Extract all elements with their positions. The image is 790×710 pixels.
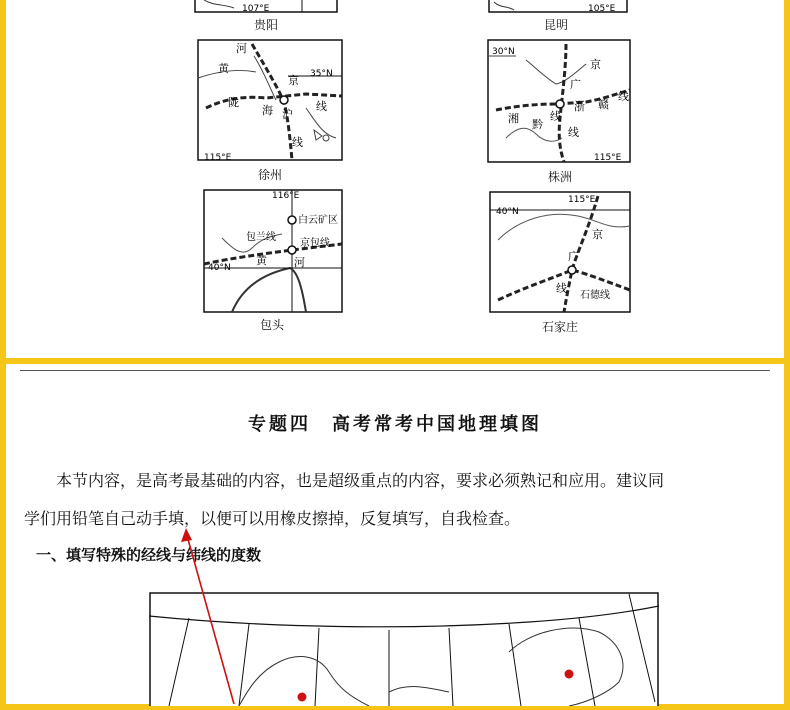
map-guiyang-figure: [194, 0, 338, 14]
baotou-huang: 黄: [256, 254, 267, 267]
xuzhou-xian1: 线: [316, 100, 327, 113]
shijiazhuang-lat: 40°N: [496, 207, 519, 217]
xuzhou-hu: 沪: [282, 108, 293, 121]
zhuzhou-lon: 115°E: [594, 153, 622, 163]
map-baotou-caption: 包头: [259, 318, 284, 332]
xuzhou-hai: 海: [262, 104, 273, 117]
zhuzhou-xiang: 湘: [508, 112, 519, 125]
baotou-lon: 116°E: [272, 191, 300, 201]
intro-line-1: 本节内容，是高考最基础的内容，也是超级重点的内容，要求必须熟记和应用。建议同: [56, 471, 665, 490]
xuzhou-jing: 京: [288, 74, 299, 87]
zhuzhou-xian3: 线: [568, 126, 579, 139]
zhuzhou-zhe: 浙: [574, 100, 585, 113]
top-map-panel: [6, 0, 784, 358]
map-zhuzhou-caption: 株洲: [547, 170, 572, 184]
map-zhuzhou-figure: [486, 38, 632, 166]
zhuzhou-qian: 黔: [532, 118, 543, 131]
zhuzhou-guang: 广: [570, 78, 581, 91]
xuzhou-he: 河: [236, 42, 247, 55]
baotou-jingbao: 京包线: [300, 238, 330, 249]
bottom-text-panel: [6, 364, 784, 704]
map-guiyang-caption: 贵阳: [253, 18, 278, 32]
xuzhou-huang: 黄: [218, 62, 229, 75]
baotou-lat: 40°N: [208, 263, 231, 273]
baotou-baiyun: 白云矿区: [298, 215, 338, 226]
map-zhuzhou: [486, 38, 632, 166]
map-baotou-figure: [202, 188, 344, 314]
intro-line-2: 学们用铅笔自己动手填，以便可以用橡皮擦掉，反复填写，自我检查。: [24, 509, 521, 528]
map-shijiazhuang-caption: 石家庄: [541, 320, 578, 334]
zhuzhou-xian1: 线: [618, 90, 629, 103]
map-xuzhou: [196, 38, 344, 164]
xuzhou-lat: 35°N: [310, 69, 333, 79]
map-guiyang: [194, 0, 338, 14]
baotou-baolan: 包兰线: [246, 232, 276, 243]
shijiazhuang-lon: 115°E: [568, 195, 596, 205]
kunming-coord: 105°E: [588, 4, 616, 14]
map-kunming: [488, 0, 628, 14]
shijiazhuang-guang: 广: [568, 250, 579, 263]
zhuzhou-jing: 京: [590, 58, 601, 71]
map-kunming-figure: [488, 0, 628, 14]
zhuzhou-gan: 赣: [598, 98, 609, 111]
section-title: 一、填写特殊的经线与纬线的度数: [36, 546, 262, 564]
map-xuzhou-caption: 徐州: [257, 168, 282, 182]
xuzhou-long: 陇: [228, 96, 239, 109]
shijiazhuang-shide: 石德线: [580, 290, 610, 301]
zhuzhou-xian2: 线: [550, 110, 561, 123]
xuzhou-lon: 115°E: [204, 153, 232, 163]
guiyang-coord: 107°E: [242, 4, 270, 14]
xuzhou-xian2: 线: [292, 136, 303, 149]
map-xuzhou-figure: [196, 38, 344, 164]
baotou-he: 河: [294, 256, 305, 269]
shijiazhuang-xian: 线: [556, 282, 567, 295]
map-shijiazhuang-figure: [488, 190, 632, 314]
map-shijiazhuang: [488, 190, 632, 314]
page-title: 专题四 高考常考中国地理填图: [248, 414, 542, 435]
shijiazhuang-jing: 京: [592, 228, 603, 241]
map-baotou: [202, 188, 344, 314]
red-pointer-arrow: [6, 364, 784, 704]
zhuzhou-lat: 30°N: [492, 47, 515, 57]
map-kunming-caption: 昆明: [543, 18, 568, 32]
